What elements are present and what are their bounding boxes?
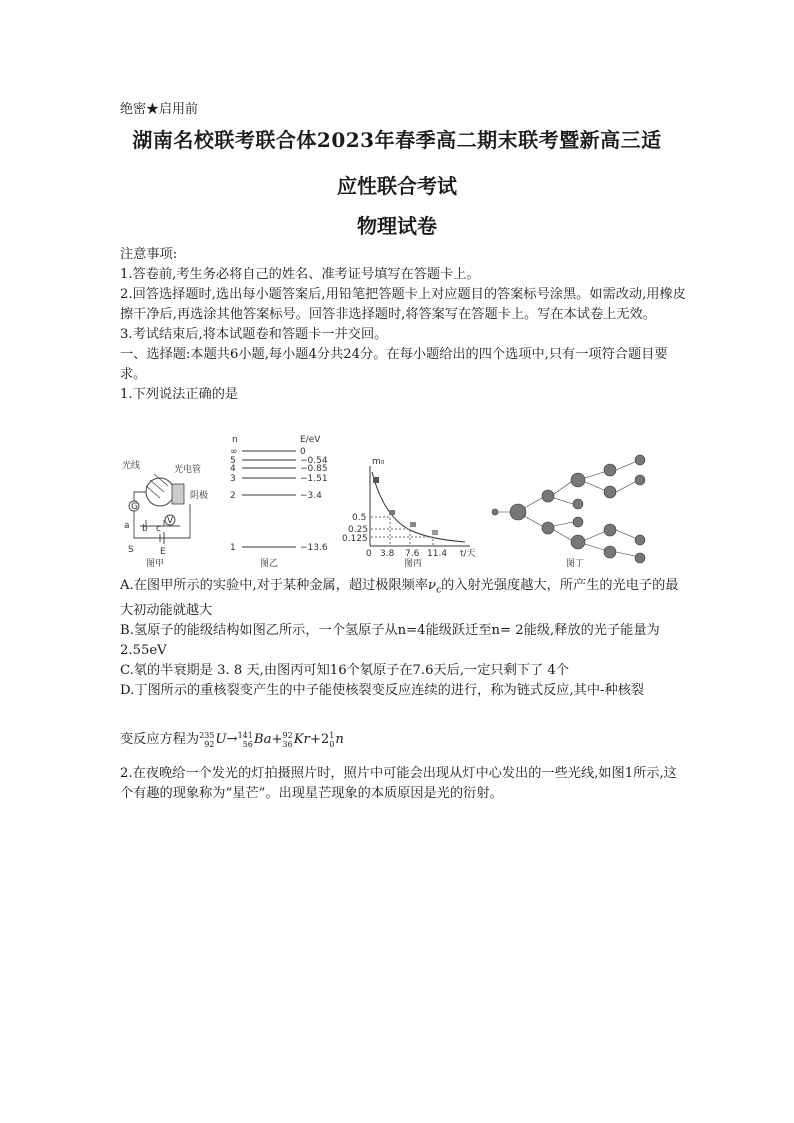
fig-jia-label-e: E — [160, 547, 166, 557]
svg-text:0: 0 — [300, 447, 306, 457]
option-d: D.丁图所示的重核裂变产生的中子能使核裂变反应连续的进行，称为链式反应,其中-种核裂 — [120, 682, 645, 698]
fig-bing-y-label: m₀ — [372, 457, 385, 467]
fig-jia-label-c: c — [156, 524, 161, 534]
fig-jia-label-b: b — [142, 524, 148, 534]
exam-title-line1: 湖南名校联考联合体2023年春季高二期末联考暨新高三适 — [132, 128, 662, 152]
svg-text:3: 3 — [230, 474, 236, 484]
sample-marker — [432, 530, 438, 535]
figure-jia — [122, 459, 208, 569]
level-2 — [230, 491, 322, 501]
fig-jia-label-g: G — [131, 502, 138, 512]
cathode-plate — [172, 484, 184, 504]
photo-tube-icon — [146, 478, 174, 506]
svg-text:4: 4 — [230, 464, 236, 474]
y-tick: 0.125 — [342, 534, 368, 544]
question-1-options — [120, 576, 690, 701]
fig-ding-caption: 图丁 — [566, 559, 585, 569]
x-tick: 11.4 — [427, 549, 448, 559]
figure-ding — [492, 455, 645, 569]
fig-jia-label-cathode: 阴极 — [190, 491, 209, 501]
fig-bing-caption: 图丙 — [404, 559, 423, 569]
subject-title: 物理试卷 — [357, 214, 437, 238]
exam-title-line2: 应性联合考试 — [337, 174, 457, 198]
level-4 — [230, 464, 328, 474]
svg-text:2: 2 — [230, 491, 236, 501]
fig-yi-caption: 图乙 — [260, 559, 279, 569]
svg-text:−3.4: −3.4 — [300, 491, 322, 501]
fig-jia-label-a: a — [124, 521, 130, 531]
question-2-stem: 2.在夜晚给一个发光的灯拍摄照片时，照片中可能会出现从灯中心发出的一些光线,如图1所示,这个有趣的现象称为“星芒”。出现星芒现象的本质原因是光的衍射。 — [120, 766, 677, 801]
fig-yi-n-label: n — [232, 435, 238, 445]
confidential-mark: 绝密★启用前 — [120, 102, 199, 117]
note-item: 1.答卷前,考生务必将自己的姓名、准考证号填写在答题卡上。 — [120, 267, 480, 282]
svg-text:5: 5 — [230, 456, 236, 466]
figure-yi — [230, 435, 328, 569]
x-tick: 7.6 — [405, 549, 420, 559]
fig-yi-e-label: E/eV — [300, 435, 321, 445]
light-rays-icon — [146, 474, 168, 498]
note-item: 3.考试结束后,将本试题卷和答题卡一并交回。 — [120, 327, 388, 342]
fig-jia-label-v: V — [167, 516, 174, 526]
svg-text:−1.51: −1.51 — [300, 474, 328, 484]
svg-text:∞: ∞ — [230, 447, 238, 457]
note-item: 2.回答选择题时,选出每小题答案后,用铅笔把答题卡上对应题目的答案标号涂黑。如需改动,用橡皮擦干净后,再选涂其他答案标号。回答非选择题时,将答案写在答题卡上。写在本试卷上无效。 — [120, 287, 686, 322]
level-3 — [230, 474, 328, 484]
svg-text:1: 1 — [230, 543, 236, 553]
x-tick: 3.8 — [380, 549, 395, 559]
fig-jia-label-light: 光线 — [122, 461, 141, 471]
notes-heading: 注意事项: — [120, 247, 178, 262]
level-1 — [230, 543, 328, 553]
fig-bing-x-label: t/天 — [460, 549, 476, 559]
level-inf — [230, 447, 306, 457]
chain-reaction-diagram — [492, 455, 645, 563]
option-a: A.在图甲所示的实验中,对于某种金属，超过极限频率$\nu_c$的入射光强度越大，所产生的光电子的最大初动能就越大 — [120, 578, 679, 618]
fig-jia-caption: 图甲 — [146, 559, 165, 569]
fission-equation: 变反应方程为 235 92 U→ 141 56 Ba+ 92 36 Kr+2 1 0 n — [120, 730, 344, 749]
sample-marker — [410, 522, 416, 527]
svg-text:−0.85: −0.85 — [300, 464, 328, 474]
sample-marker — [373, 477, 379, 483]
question-1-stem: 1.下列说法正确的是 — [120, 387, 239, 402]
svg-text:−13.6: −13.6 — [300, 543, 328, 553]
figure-bing — [342, 457, 476, 569]
svg-text:−0.54: −0.54 — [300, 456, 328, 466]
option-c: C.氡的半衰期是 3. 8 天,由图丙可知16个氡原子在7.6天后,一定只剩下了 4个 — [120, 662, 569, 678]
decay-curve — [372, 472, 465, 542]
sample-marker — [389, 510, 395, 515]
fig-jia-label-tube: 光电管 — [174, 465, 202, 475]
section-heading: 一、选择题:本题共6小题,每小题4分共24分。在每小题给出的四个选项中,只有一项符合题目要求。 — [120, 347, 668, 382]
notes-block — [120, 245, 690, 405]
y-tick: 0.25 — [348, 525, 369, 535]
option-b: B.氢原子的能级结构如图乙所示，一个氢原子从n=4能级跃迁至n= 2能级,释放的光子能量为 2.55eV — [120, 622, 660, 658]
q1-figures — [120, 430, 680, 570]
x-tick: 0 — [366, 549, 372, 559]
y-tick: 0.5 — [352, 513, 367, 523]
fig-jia-label-s: S — [128, 545, 134, 555]
